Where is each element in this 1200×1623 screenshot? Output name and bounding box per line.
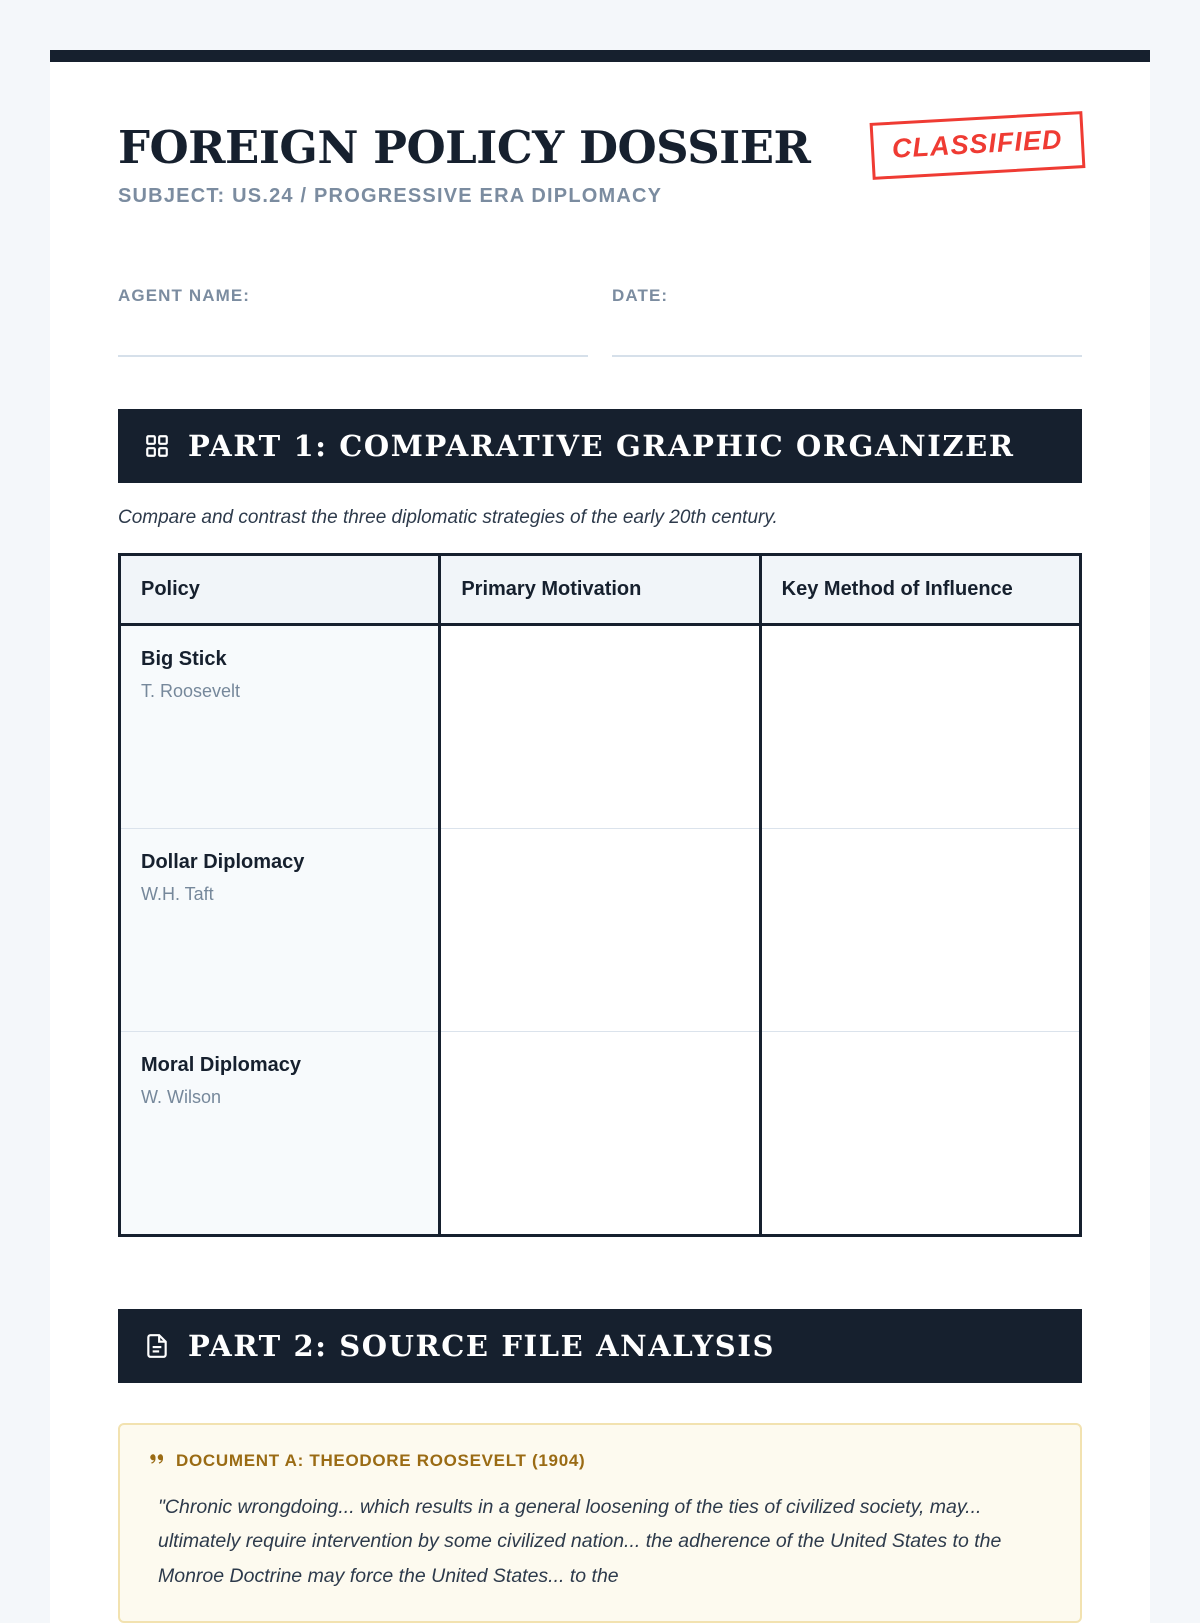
policy-name: Dollar Diplomacy <box>141 851 305 874</box>
column-header-method: Key Method of Influence <box>760 555 1080 625</box>
document-a-quote: "Chronic wrongdoing... which results in a general loosening of the ties of civilized society, may... ultimately require intervention by some civilized nation... the adherence of the United States to the Monroe Doctrine may force the United States... to the <box>158 1496 1002 1587</box>
comparative-organizer-table <box>118 553 1082 1237</box>
column-header-policy: Policy <box>120 555 440 625</box>
answer-cell-method-dollar-diplomacy[interactable] <box>760 829 1080 1032</box>
table-row <box>120 625 1081 829</box>
part1-title: PART 1: COMPARATIVE GRAPHIC ORGANIZER <box>188 429 1015 464</box>
date-field[interactable] <box>612 286 1082 357</box>
agent-name-input-line[interactable] <box>118 354 588 357</box>
table-row <box>120 1032 1081 1236</box>
file-icon <box>144 1333 170 1359</box>
dossier-page <box>50 50 1150 1623</box>
part1-description: Compare and contrast the three diplomatic strategies of the early 20th century. <box>118 507 778 529</box>
policy-cell-big-stick <box>120 625 440 829</box>
agent-name-field[interactable] <box>118 286 588 357</box>
column-header-motivation: Primary Motivation <box>440 555 760 625</box>
answer-cell-motivation-dollar-diplomacy[interactable] <box>440 829 760 1032</box>
table-row <box>120 829 1081 1032</box>
document-header <box>118 121 1082 208</box>
policy-person: W.H. Taft <box>141 884 214 905</box>
policy-cell-moral-diplomacy <box>120 1032 440 1236</box>
document-a-label: DOCUMENT A: THEODORE ROOSEVELT (1904) <box>176 1450 586 1470</box>
page-title: FOREIGN POLICY DOSSIER <box>118 121 811 174</box>
policy-person: T. Roosevelt <box>141 681 241 702</box>
document-a-box <box>118 1423 1082 1622</box>
policy-name: Moral Diplomacy <box>141 1054 302 1077</box>
agent-name-label: AGENT NAME: <box>118 286 251 306</box>
quote-icon <box>148 1449 166 1472</box>
answer-cell-method-big-stick[interactable] <box>760 625 1080 829</box>
answer-cell-method-moral-diplomacy[interactable] <box>760 1032 1080 1236</box>
policy-person: W. Wilson <box>141 1087 222 1108</box>
table-header-row <box>120 555 1081 625</box>
part2-title: PART 2: SOURCE FILE ANALYSIS <box>188 1329 776 1364</box>
answer-cell-motivation-moral-diplomacy[interactable] <box>440 1032 760 1236</box>
classified-stamp: CLASSIFIED <box>870 111 1085 180</box>
date-input-line[interactable] <box>612 354 1082 357</box>
date-label: DATE: <box>612 286 669 306</box>
part1-banner <box>118 409 1082 483</box>
grid-icon <box>144 433 170 459</box>
answer-cell-motivation-big-stick[interactable] <box>440 625 760 829</box>
identification-fields <box>118 286 1082 357</box>
page-top-bar <box>50 50 1150 62</box>
policy-cell-dollar-diplomacy <box>120 829 440 1032</box>
part2-banner <box>118 1309 1082 1383</box>
policy-name: Big Stick <box>141 648 227 671</box>
document-a-header <box>148 1449 1052 1472</box>
document-subject: SUBJECT: US.24 / PROGRESSIVE ERA DIPLOMACY <box>118 185 663 208</box>
